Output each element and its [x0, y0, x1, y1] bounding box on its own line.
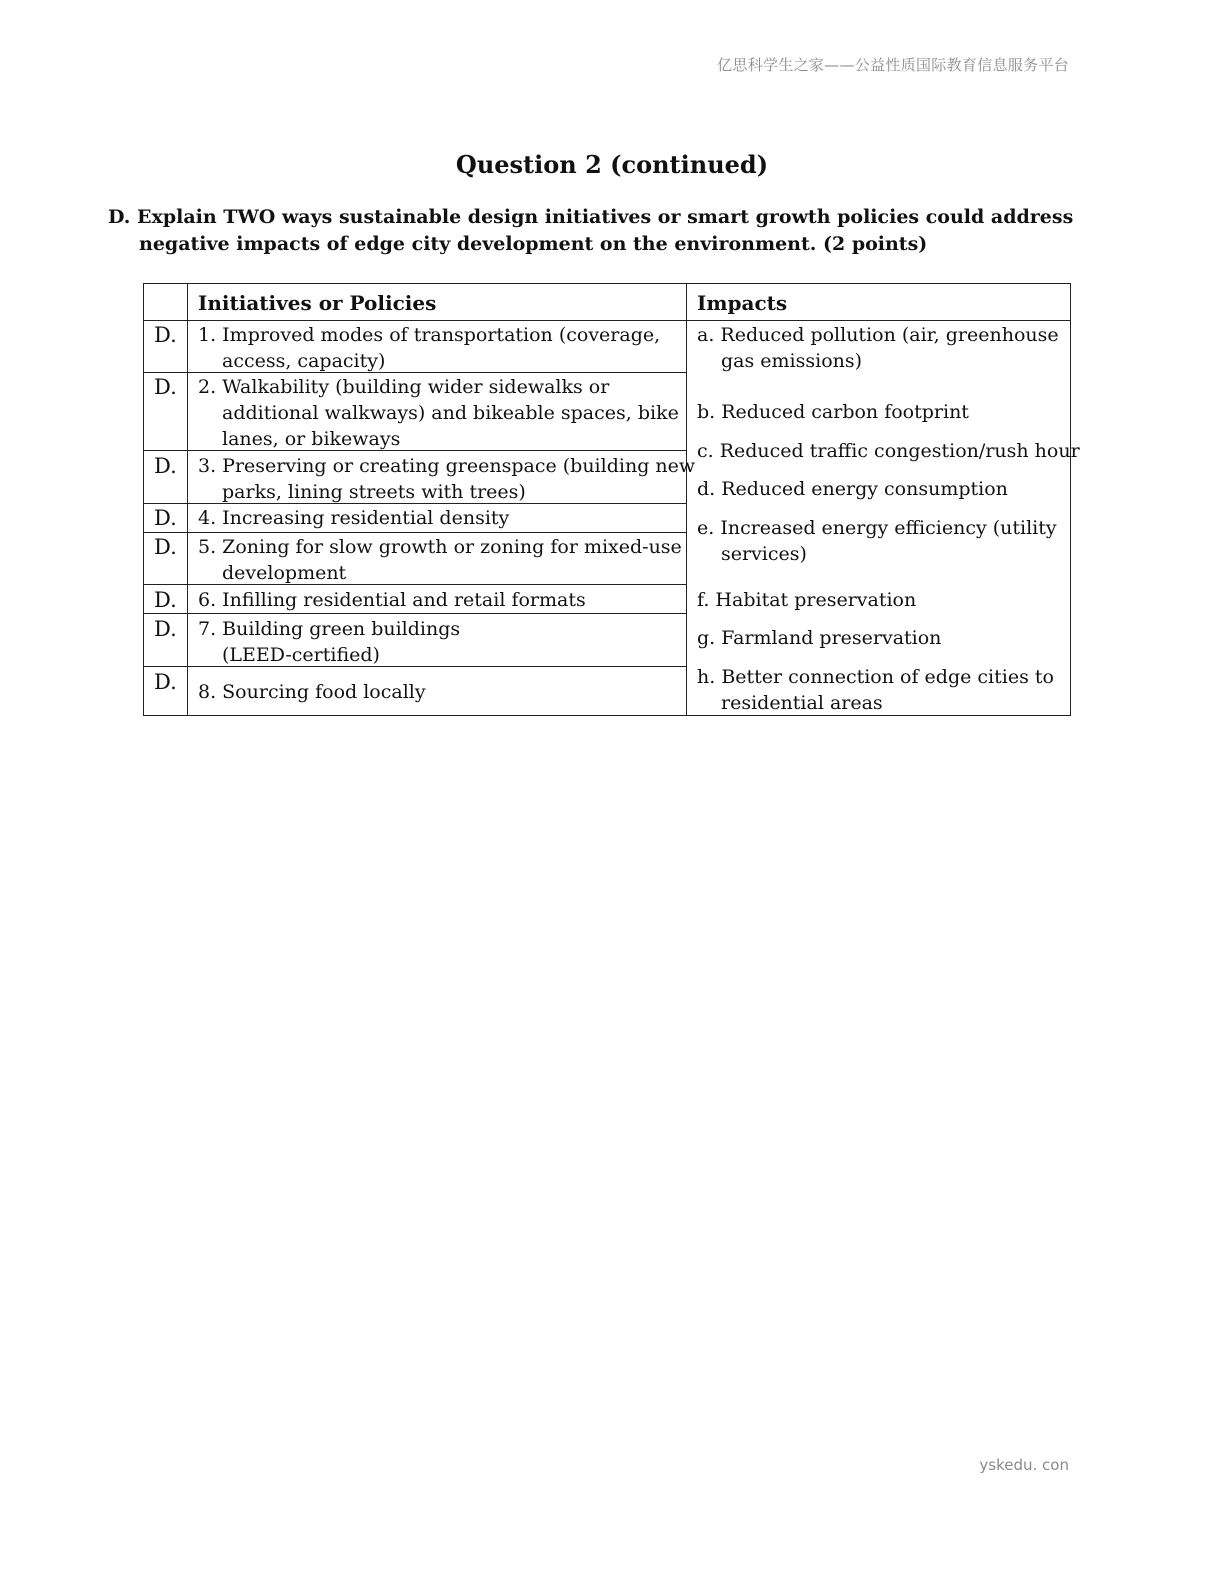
initiative-item: 1. Improved modes of transportation (coverage, access, capacity) — [198, 324, 661, 372]
column-header-impacts: Impacts — [697, 291, 788, 315]
row-divider — [144, 613, 686, 614]
impact-item: b. Reduced carbon footprint — [697, 401, 969, 423]
initiative-item: 7. Building green buildings (LEED-certified) — [198, 618, 461, 666]
row-marker: D. — [154, 670, 177, 694]
impact-item: a. Reduced pollution (air, greenhouse gas emissions) — [697, 324, 1059, 372]
prompt-line-2: negative impacts of edge city development on the environment. (2 points) — [139, 233, 928, 255]
row-marker: D. — [154, 454, 177, 478]
impact-item: f. Habitat preservation — [697, 589, 917, 611]
row-marker: D. — [154, 535, 177, 559]
initiative-item: 4. Increasing residential density — [198, 507, 510, 529]
impact-item: g. Farmland preservation — [697, 627, 942, 649]
initiative-item: 5. Zoning for slow growth or zoning for mixed-use development — [198, 536, 682, 584]
column-header-initiatives: Initiatives or Policies — [198, 291, 437, 315]
initiative-item: 6. Infilling residential and retail formats — [198, 589, 586, 611]
footer-url: yskedu. con — [979, 1456, 1069, 1474]
scoring-table — [143, 283, 1080, 716]
impact-item: h. Better connection of edge cities to residential areas — [697, 666, 1054, 714]
prompt-line-1: D. Explain TWO ways sustainable design initiatives or smart growth policies could address — [108, 206, 1074, 228]
impact-item: d. Reduced energy consumption — [697, 478, 1008, 500]
row-marker: D. — [154, 506, 177, 530]
header-divider — [144, 320, 1070, 321]
question-prompt — [108, 204, 1088, 258]
row-divider — [144, 532, 686, 533]
impact-item: e. Increased energy efficiency (utility services) — [697, 517, 1057, 565]
page-title: Question 2 (continued) — [455, 150, 769, 179]
impact-item: c. Reduced traffic congestion/rush hour — [697, 440, 1080, 462]
initiative-item: 2. Walkability (building wider sidewalks or additional walkways) and bikeable spaces, bike lanes, or bikeways — [198, 376, 679, 450]
row-marker: D. — [154, 617, 177, 641]
header-watermark: 亿思科学生之家——公益性质国际教育信息服务平台 — [717, 56, 1069, 74]
column-divider — [187, 284, 188, 715]
row-marker: D. — [154, 375, 177, 399]
row-marker: D. — [154, 588, 177, 612]
initiative-item: 3. Preserving or creating greenspace (building new parks, lining streets with trees) — [198, 455, 696, 503]
row-marker: D. — [154, 323, 177, 347]
initiative-item: 8. Sourcing food locally — [198, 681, 426, 703]
